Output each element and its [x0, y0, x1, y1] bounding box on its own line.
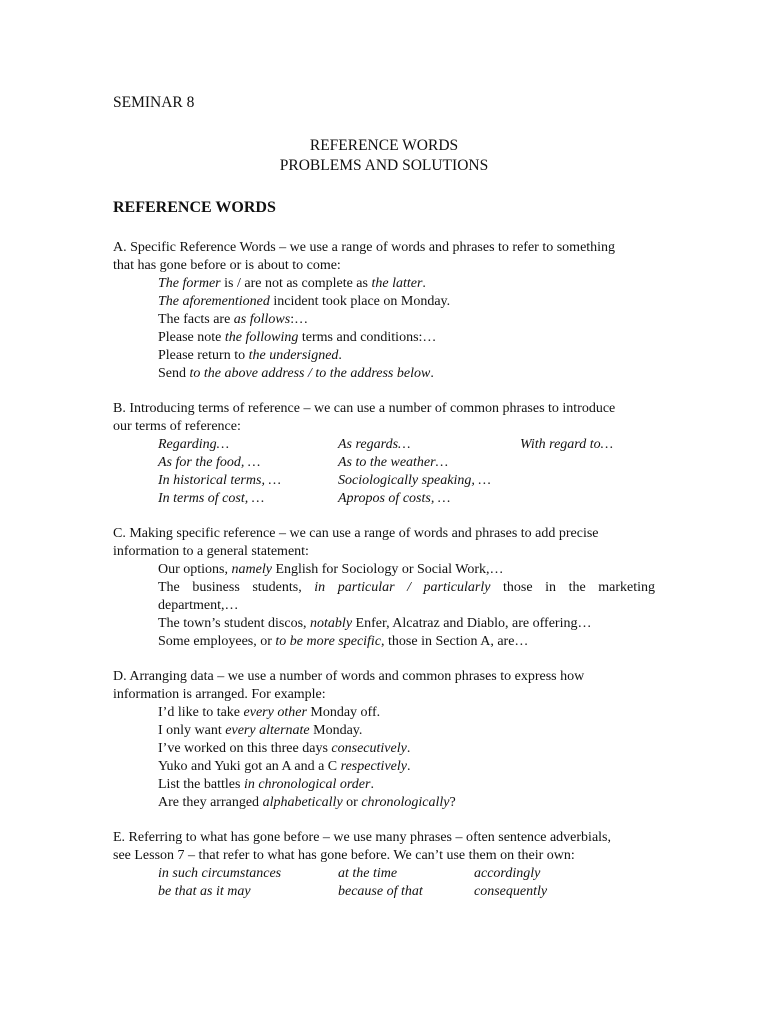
title-line-2: PROBLEMS AND SOLUTIONS — [279, 157, 489, 174]
phrase-item: Apropos of costs, … — [338, 491, 451, 506]
section-c-example-1: Our options, namely English for Sociology or Social Work,… — [158, 562, 504, 577]
section-d-example-2: I only want every alternate Monday. — [158, 723, 363, 738]
phrase-item: As regards… — [338, 437, 411, 452]
phrase-item: because of that — [338, 884, 423, 899]
section-a-example-2: The aforementioned incident took place on Monday. — [158, 294, 451, 309]
section-d-intro-line-1: D. Arranging data – we use a number of words and common phrases to express how — [113, 669, 585, 684]
phrase-item: With regard to… — [520, 437, 614, 452]
section-a-example-5: Please return to the undersigned. — [158, 348, 342, 363]
section-a-intro-line-2: that has gone before or is about to come: — [113, 258, 341, 273]
section-d-intro-line-2: information is arranged. For example: — [113, 687, 326, 702]
section-c-example-2-cont: department,… — [158, 598, 239, 613]
phrase-item: In historical terms, … — [158, 473, 281, 488]
section-a-example-4: Please note the following terms and conditions:… — [158, 330, 437, 345]
section-a-example-3: The facts are as follows:… — [158, 312, 309, 327]
phrase-item: in such circumstances — [158, 866, 282, 881]
phrase-item: at the time — [338, 866, 398, 881]
section-d-example-3: I’ve worked on this three days consecutively. — [158, 741, 411, 756]
section-e — [113, 829, 655, 901]
section-c-example-2: The business students, in particular / particularly those in the marketing — [158, 580, 655, 595]
section-b-intro-line-1: B. Introducing terms of reference – we can use a number of common phrases to introduce — [113, 401, 616, 416]
seminar-label: SEMINAR 8 — [113, 94, 195, 111]
section-a-intro-line-1: A. Specific Reference Words – we use a range of words and phrases to refer to something — [113, 240, 616, 255]
section-c — [113, 525, 655, 651]
phrase-item: As for the food, … — [158, 455, 261, 470]
section-b-phrase-table — [113, 436, 655, 508]
section-c-example-4: Some employees, or to be more specific, those in Section A, are… — [158, 634, 529, 649]
title-line-1: REFERENCE WORDS — [309, 137, 459, 154]
section-d-example-4: Yuko and Yuki got an A and a C respectively. — [158, 759, 411, 774]
section-d-example-6: Are they arranged alphabetically or chronologically? — [158, 795, 456, 810]
section-b — [113, 400, 655, 508]
section-c-intro-line-2: information to a general statement: — [113, 544, 309, 559]
phrase-item: In terms of cost, … — [158, 491, 265, 506]
section-a-example-6: Send to the above address / to the address below. — [158, 366, 434, 381]
section-heading: REFERENCE WORDS — [113, 199, 276, 216]
section-d-example-5: List the battles in chronological order. — [158, 777, 374, 792]
phrase-item: Sociologically speaking, … — [338, 473, 491, 488]
section-c-example-3: The town’s student discos, notably Enfer, Alcatraz and Diablo, are offering… — [158, 616, 592, 631]
section-d — [113, 668, 655, 812]
section-e-intro-line-2: see Lesson 7 – that refer to what has gone before. We can’t use them on their own: — [113, 848, 575, 863]
phrase-item: consequently — [474, 884, 548, 899]
phrase-item: accordingly — [474, 866, 541, 881]
section-a — [113, 239, 655, 383]
phrase-item: Regarding… — [158, 437, 230, 452]
section-d-example-1: I’d like to take every other Monday off. — [158, 705, 381, 720]
phrase-item: be that as it may — [158, 884, 251, 899]
section-b-intro-line-2: our terms of reference: — [113, 419, 241, 434]
section-a-example-1: The former is / are not as complete as the latter. — [158, 276, 426, 291]
phrase-item: As to the weather… — [338, 455, 449, 470]
section-c-intro-line-1: C. Making specific reference – we can use a range of words and phrases to add precise — [113, 526, 599, 541]
section-e-intro-line-1: E. Referring to what has gone before – we use many phrases – often sentence adverbials, — [113, 830, 611, 845]
section-e-phrase-table — [113, 865, 655, 901]
